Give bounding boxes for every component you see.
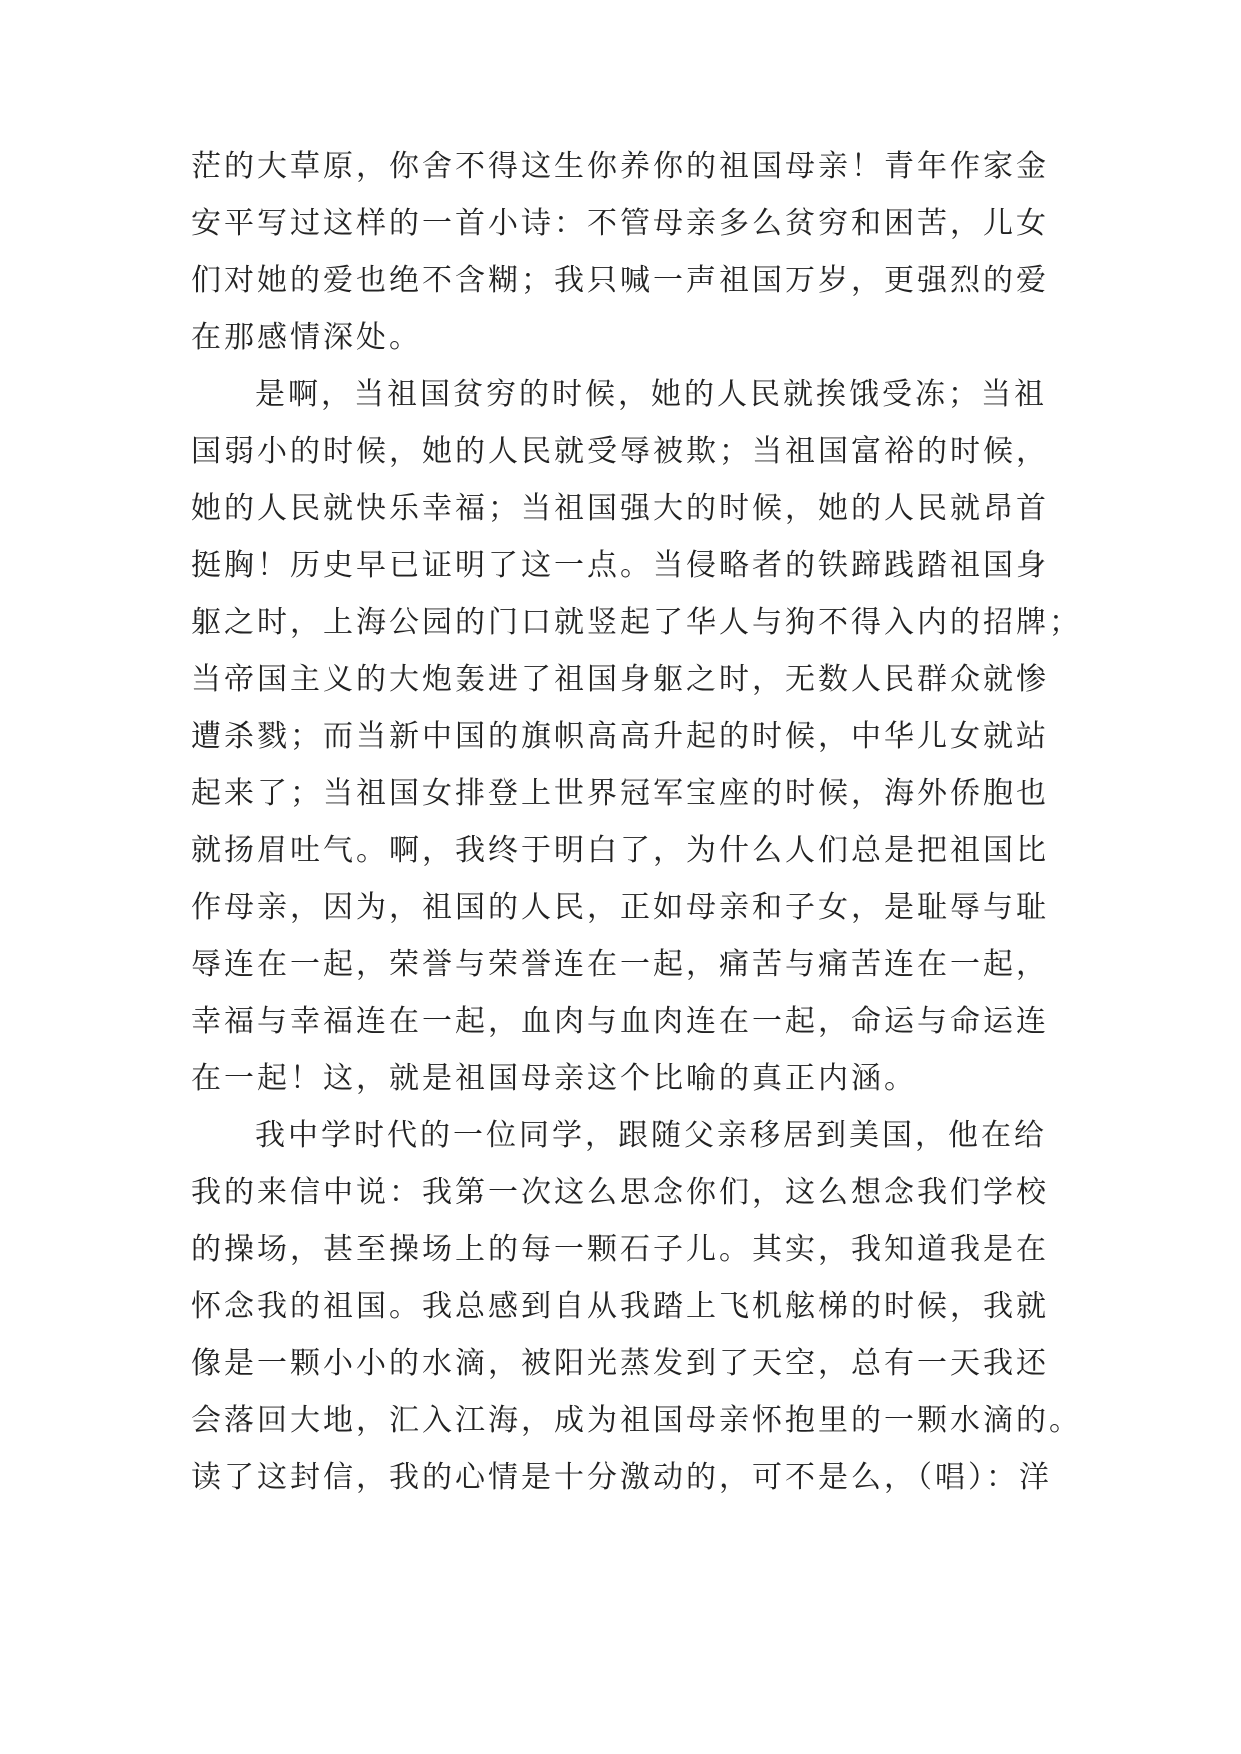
text-line: 辱连在一起，荣誉与荣誉连在一起，痛苦与痛苦连在一起， bbox=[191, 947, 1049, 982]
text-line: 起来了；当祖国女排登上世界冠军宝座的时候，海外侨胞也 bbox=[191, 776, 1049, 811]
text-line: 躯之时，上海公园的门口就竖起了华人与狗不得入内的招牌； bbox=[191, 605, 1082, 640]
text-line: 在一起！这，就是祖国母亲这个比喻的真正内涵。 bbox=[191, 1061, 917, 1096]
text-line: 像是一颗小小的水滴，被阳光蒸发到了天空，总有一天我还 bbox=[191, 1346, 1049, 1381]
paragraph-first-line: 我中学时代的一位同学，跟随父亲移居到美国，他在给 bbox=[255, 1118, 1047, 1153]
text-line: 茫的大草原，你舍不得这生你养你的祖国母亲！青年作家金 bbox=[191, 149, 1049, 184]
text-line: 国弱小的时候，她的人民就受辱被欺；当祖国富裕的时候， bbox=[191, 434, 1049, 469]
text-line: 幸福与幸福连在一起，血肉与血肉连在一起，命运与命运连 bbox=[191, 1004, 1049, 1039]
text-line: 遭杀戮；而当新中国的旗帜高高升起的时候，中华儿女就站 bbox=[191, 719, 1049, 754]
text-line: 的操场，甚至操场上的每一颗石子儿。其实，我知道我是在 bbox=[191, 1232, 1049, 1267]
text-line: 她的人民就快乐幸福；当祖国强大的时候，她的人民就昂首 bbox=[191, 491, 1049, 526]
text-line: 会落回大地，汇入江海，成为祖国母亲怀抱里的一颗水滴的。 bbox=[191, 1403, 1082, 1438]
text-line: 们对她的爱也绝不含糊；我只喊一声祖国万岁，更强烈的爱 bbox=[191, 263, 1049, 298]
text-line: 安平写过这样的一首小诗：不管母亲多么贫穷和困苦，儿女 bbox=[191, 206, 1049, 241]
text-line: 当帝国主义的大炮轰进了祖国身躯之时，无数人民群众就惨 bbox=[191, 662, 1049, 697]
text-line: 读了这封信，我的心情是十分激动的，可不是么，（唱）：洋 bbox=[191, 1460, 1052, 1495]
text-line: 怀念我的祖国。我总感到自从我踏上飞机舷梯的时候，我就 bbox=[191, 1289, 1049, 1324]
text-line: 我的来信中说：我第一次这么思念你们，这么想念我们学校 bbox=[191, 1175, 1049, 1210]
text-line: 挺胸！历史早已证明了这一点。当侵略者的铁蹄践踏祖国身 bbox=[191, 548, 1049, 583]
paragraph-first-line: 是啊，当祖国贫穷的时候，她的人民就挨饿受冻；当祖 bbox=[255, 377, 1047, 412]
text-line: 就扬眉吐气。啊，我终于明白了，为什么人们总是把祖国比 bbox=[191, 833, 1049, 868]
text-line: 作母亲，因为，祖国的人民，正如母亲和子女，是耻辱与耻 bbox=[191, 890, 1049, 925]
text-line: 在那感情深处。 bbox=[191, 320, 422, 355]
